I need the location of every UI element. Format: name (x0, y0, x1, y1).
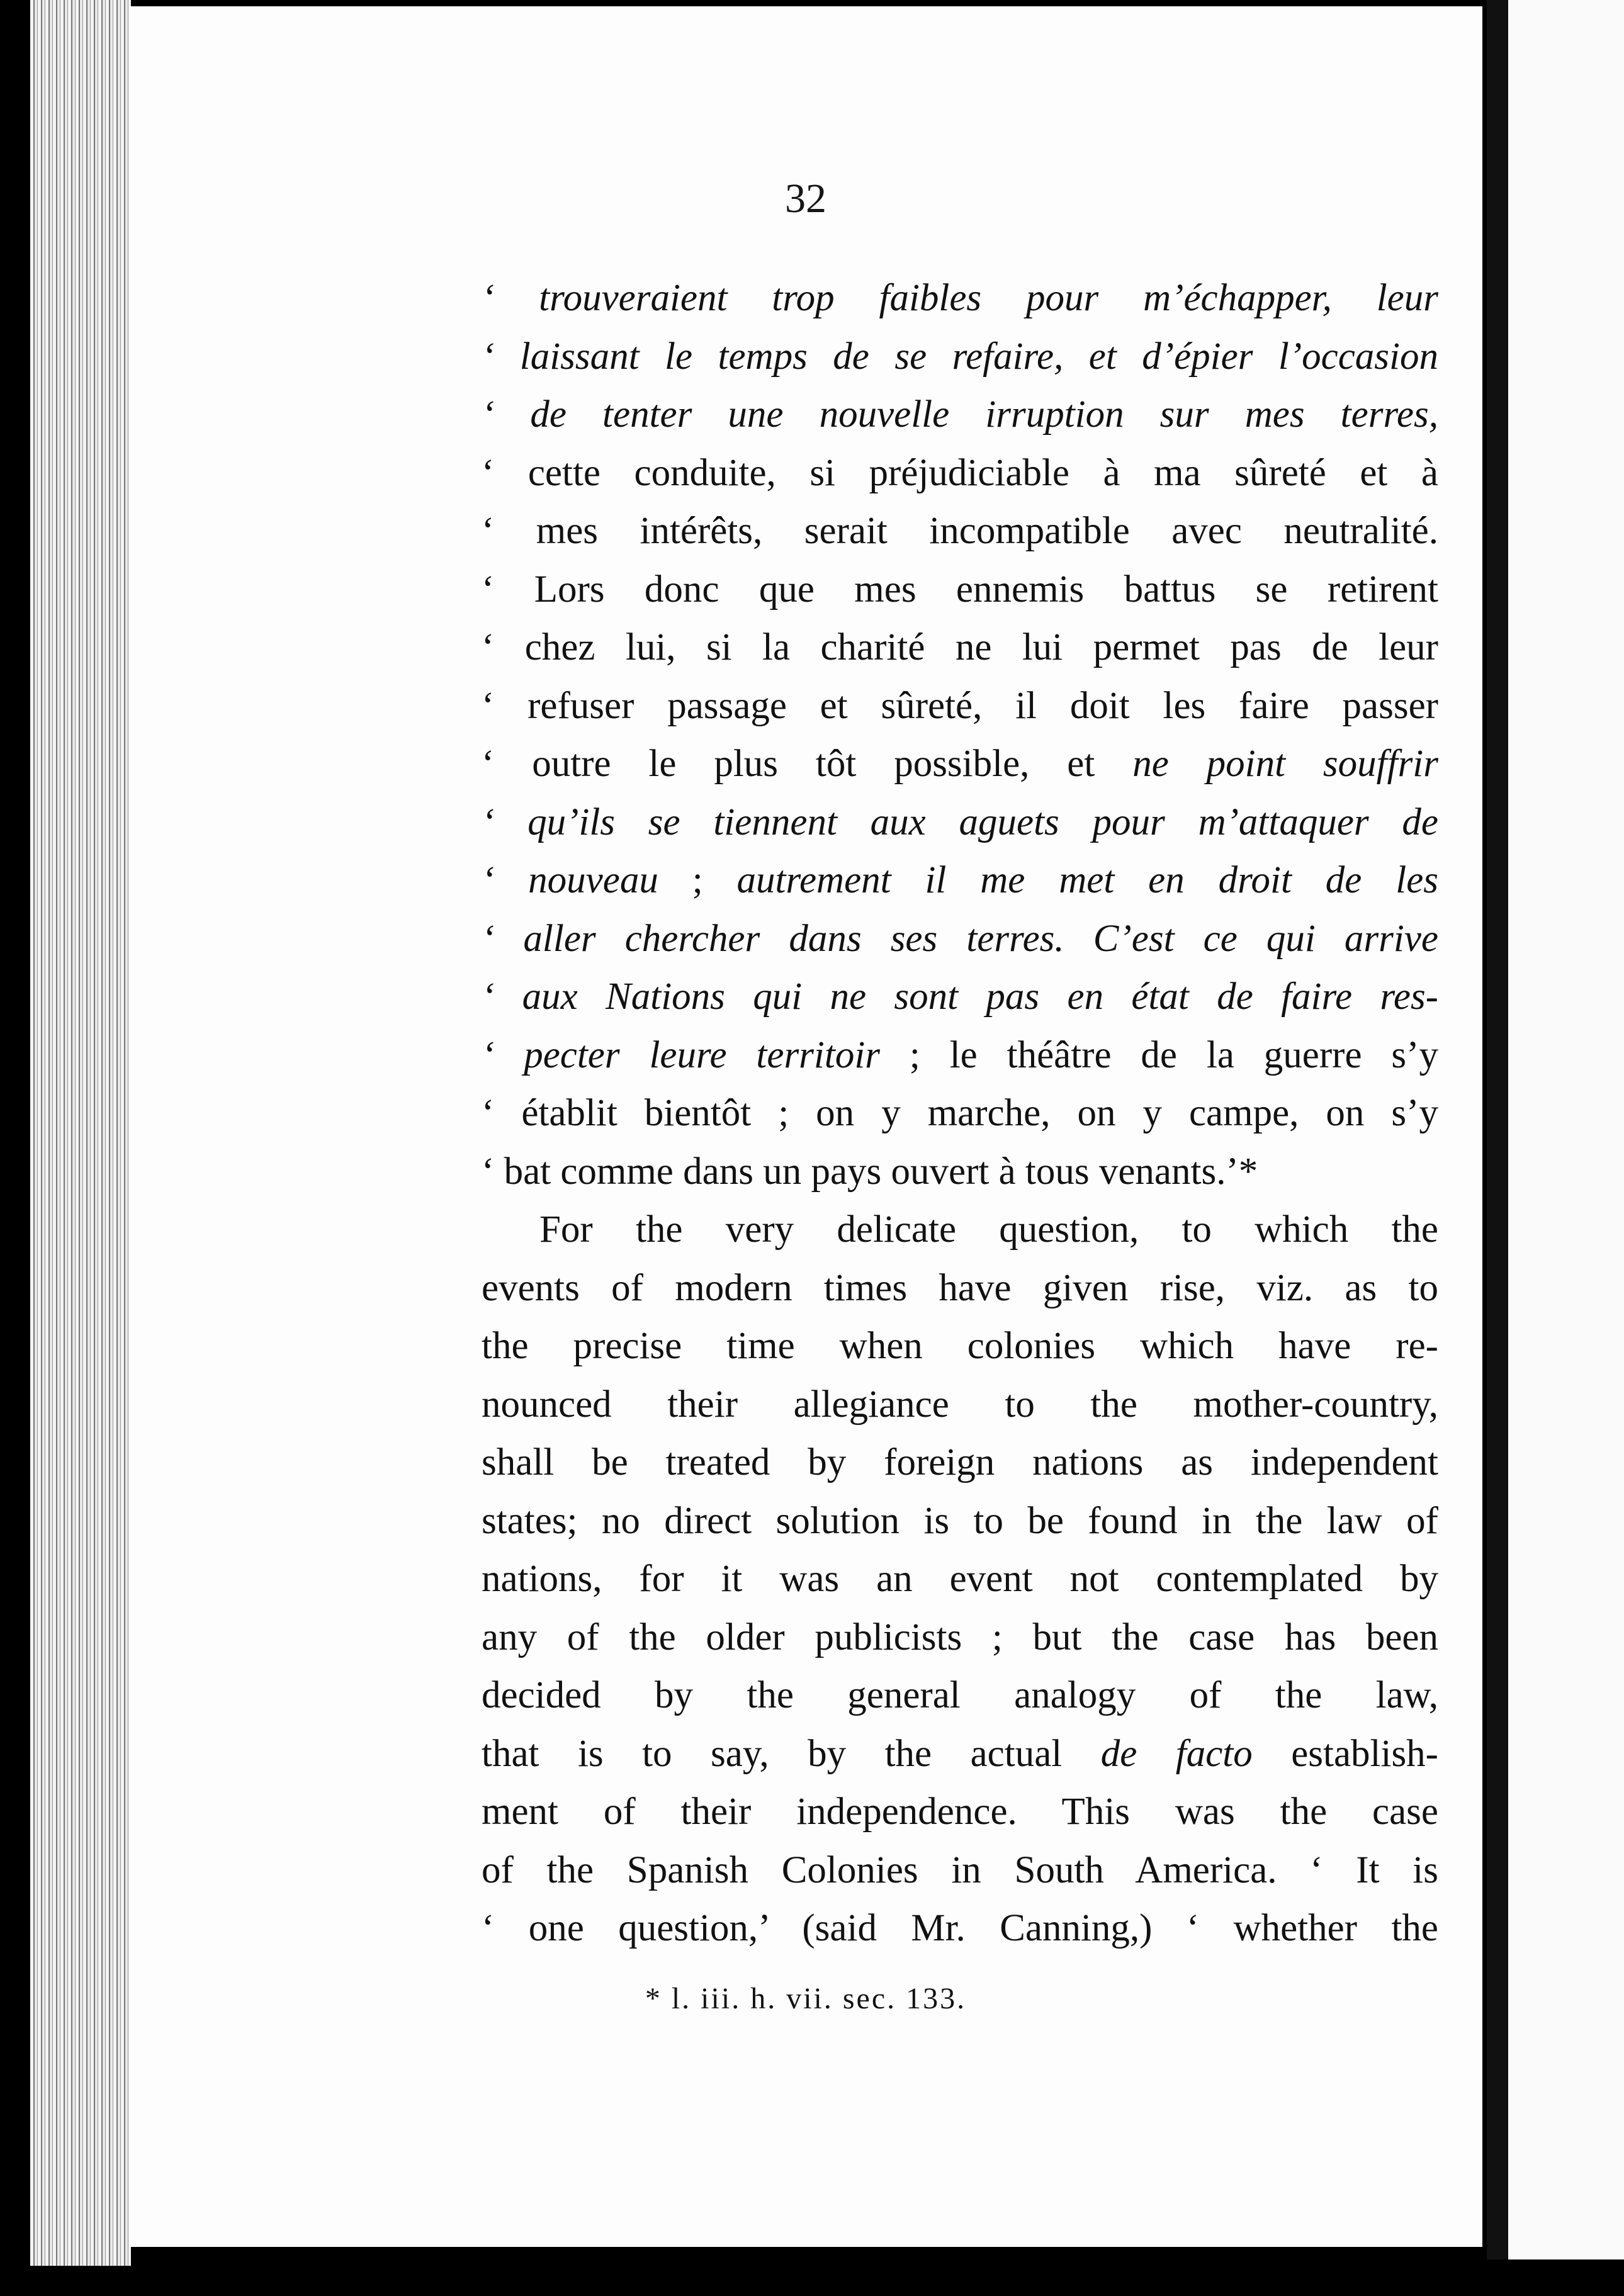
body-line (482, 1434, 1438, 1492)
body-line (482, 1317, 1438, 1376)
quote-line (482, 328, 1438, 386)
quote-line (482, 968, 1438, 1027)
body-line (482, 1667, 1438, 1725)
roman-text: decided by the general analogy of the law, (482, 1674, 1438, 1716)
roman-text: shall be treated by foreign nations as independent (482, 1441, 1438, 1483)
book-page (129, 6, 1482, 2247)
italic-text: autrement il me met en droit de les (736, 859, 1438, 901)
body-line (482, 1899, 1438, 1958)
quote-line (482, 386, 1438, 444)
italic-text: ‘ aller chercher dans ses terres. C’est ce qui arrive (482, 917, 1438, 960)
roman-text: any of the older publicists ; but the case has been (482, 1616, 1438, 1658)
roman-text: ment of their independence. This was the case (482, 1791, 1438, 1833)
roman-text: ‘ refuser passage et sûreté, il doit les faire passer (482, 684, 1438, 727)
roman-text: establish- (1252, 1732, 1438, 1775)
roman-text: nounced their allegiance to the mother-country, (482, 1383, 1438, 1426)
quote-line (482, 735, 1438, 794)
adjacent-page-edge (1487, 0, 1624, 2259)
roman-text: ; (658, 859, 737, 901)
page-number: 32 (785, 176, 826, 222)
roman-text: ‘ chez lui, si la charité ne lui permet pas de leur (482, 626, 1438, 668)
italic-text: ‘ qu’ils se tiennent aux aguets pour m’attaquer de (482, 801, 1438, 843)
italic-text: de facto (1100, 1732, 1253, 1775)
roman-text: ‘ outre le plus tôt possible, et (482, 743, 1133, 785)
quote-line (482, 1084, 1438, 1143)
quote-line (482, 852, 1438, 910)
quote-line (482, 1143, 1438, 1201)
roman-text: ‘ one question,’ (said Mr. Canning,) ‘ whether the (482, 1907, 1438, 1949)
body-line (482, 1725, 1438, 1784)
quote-line (482, 1027, 1438, 1085)
quote-line (482, 502, 1438, 561)
italic-text: ‘ nouveau (482, 859, 658, 901)
italic-text: ‘ aux Nations qui ne sont pas en état de faire res- (482, 976, 1438, 1018)
book-page-edges (30, 0, 131, 2266)
body-line (482, 1550, 1438, 1609)
body-line (482, 1201, 1438, 1259)
quote-line (482, 561, 1438, 619)
italic-text: ‘ de tenter une nouvelle irruption sur mes terres, (482, 393, 1438, 436)
roman-text: ‘ bat comme dans un pays ouvert à tous venants.’* (482, 1150, 1258, 1193)
roman-text: ‘ établit bientôt ; on y marche, on y campe, on s’y (482, 1092, 1438, 1134)
roman-text: ‘ mes intérêts, serait incompatible avec neutralité. (482, 510, 1438, 552)
italic-text: ‘ laissant le temps de se refaire, et d’épier l’occasion (482, 335, 1438, 378)
body-line (482, 1842, 1438, 1900)
footnote: * l. iii. h. vii. sec. 133. (645, 1982, 967, 2015)
roman-text: For the very delicate question, to which the (539, 1208, 1438, 1251)
italic-text: ne point souffrir (1132, 743, 1438, 785)
roman-text: the precise time when colonies which have re- (482, 1325, 1438, 1367)
roman-text: of the Spanish Colonies in South America. ‘ It is (482, 1849, 1438, 1891)
quote-line (482, 269, 1438, 328)
body-line (482, 1783, 1438, 1842)
quote-line (482, 619, 1438, 677)
quote-line (482, 910, 1438, 969)
quote-line (482, 444, 1438, 503)
body-line (482, 1609, 1438, 1667)
body-line (482, 1259, 1438, 1318)
roman-text: nations, for it was an event not contemplated by (482, 1558, 1438, 1600)
roman-text: ; le théâtre de la guerre s’y (880, 1033, 1438, 1076)
quote-line (482, 794, 1438, 852)
italic-text: ‘ trouveraient trop faibles pour m’échapper, leur (482, 277, 1438, 319)
roman-text: ‘ cette conduite, si préjudiciable à ma sûreté et à (482, 451, 1438, 494)
italic-text: ‘ pecter leure territoir (482, 1033, 881, 1076)
body-paragraph (482, 1201, 1438, 1958)
body-line (482, 1492, 1438, 1551)
page-text (482, 269, 1438, 1958)
roman-text: that is to say, by the actual (482, 1732, 1101, 1775)
quotation-block (482, 269, 1438, 1201)
quote-line (482, 677, 1438, 736)
body-line (482, 1376, 1438, 1434)
roman-text: ‘ Lors donc que mes ennemis battus se retirent (482, 568, 1438, 611)
roman-text: states; no direct solution is to be found in the law of (482, 1499, 1438, 1542)
roman-text: events of modern times have given rise, viz. as to (482, 1266, 1438, 1309)
